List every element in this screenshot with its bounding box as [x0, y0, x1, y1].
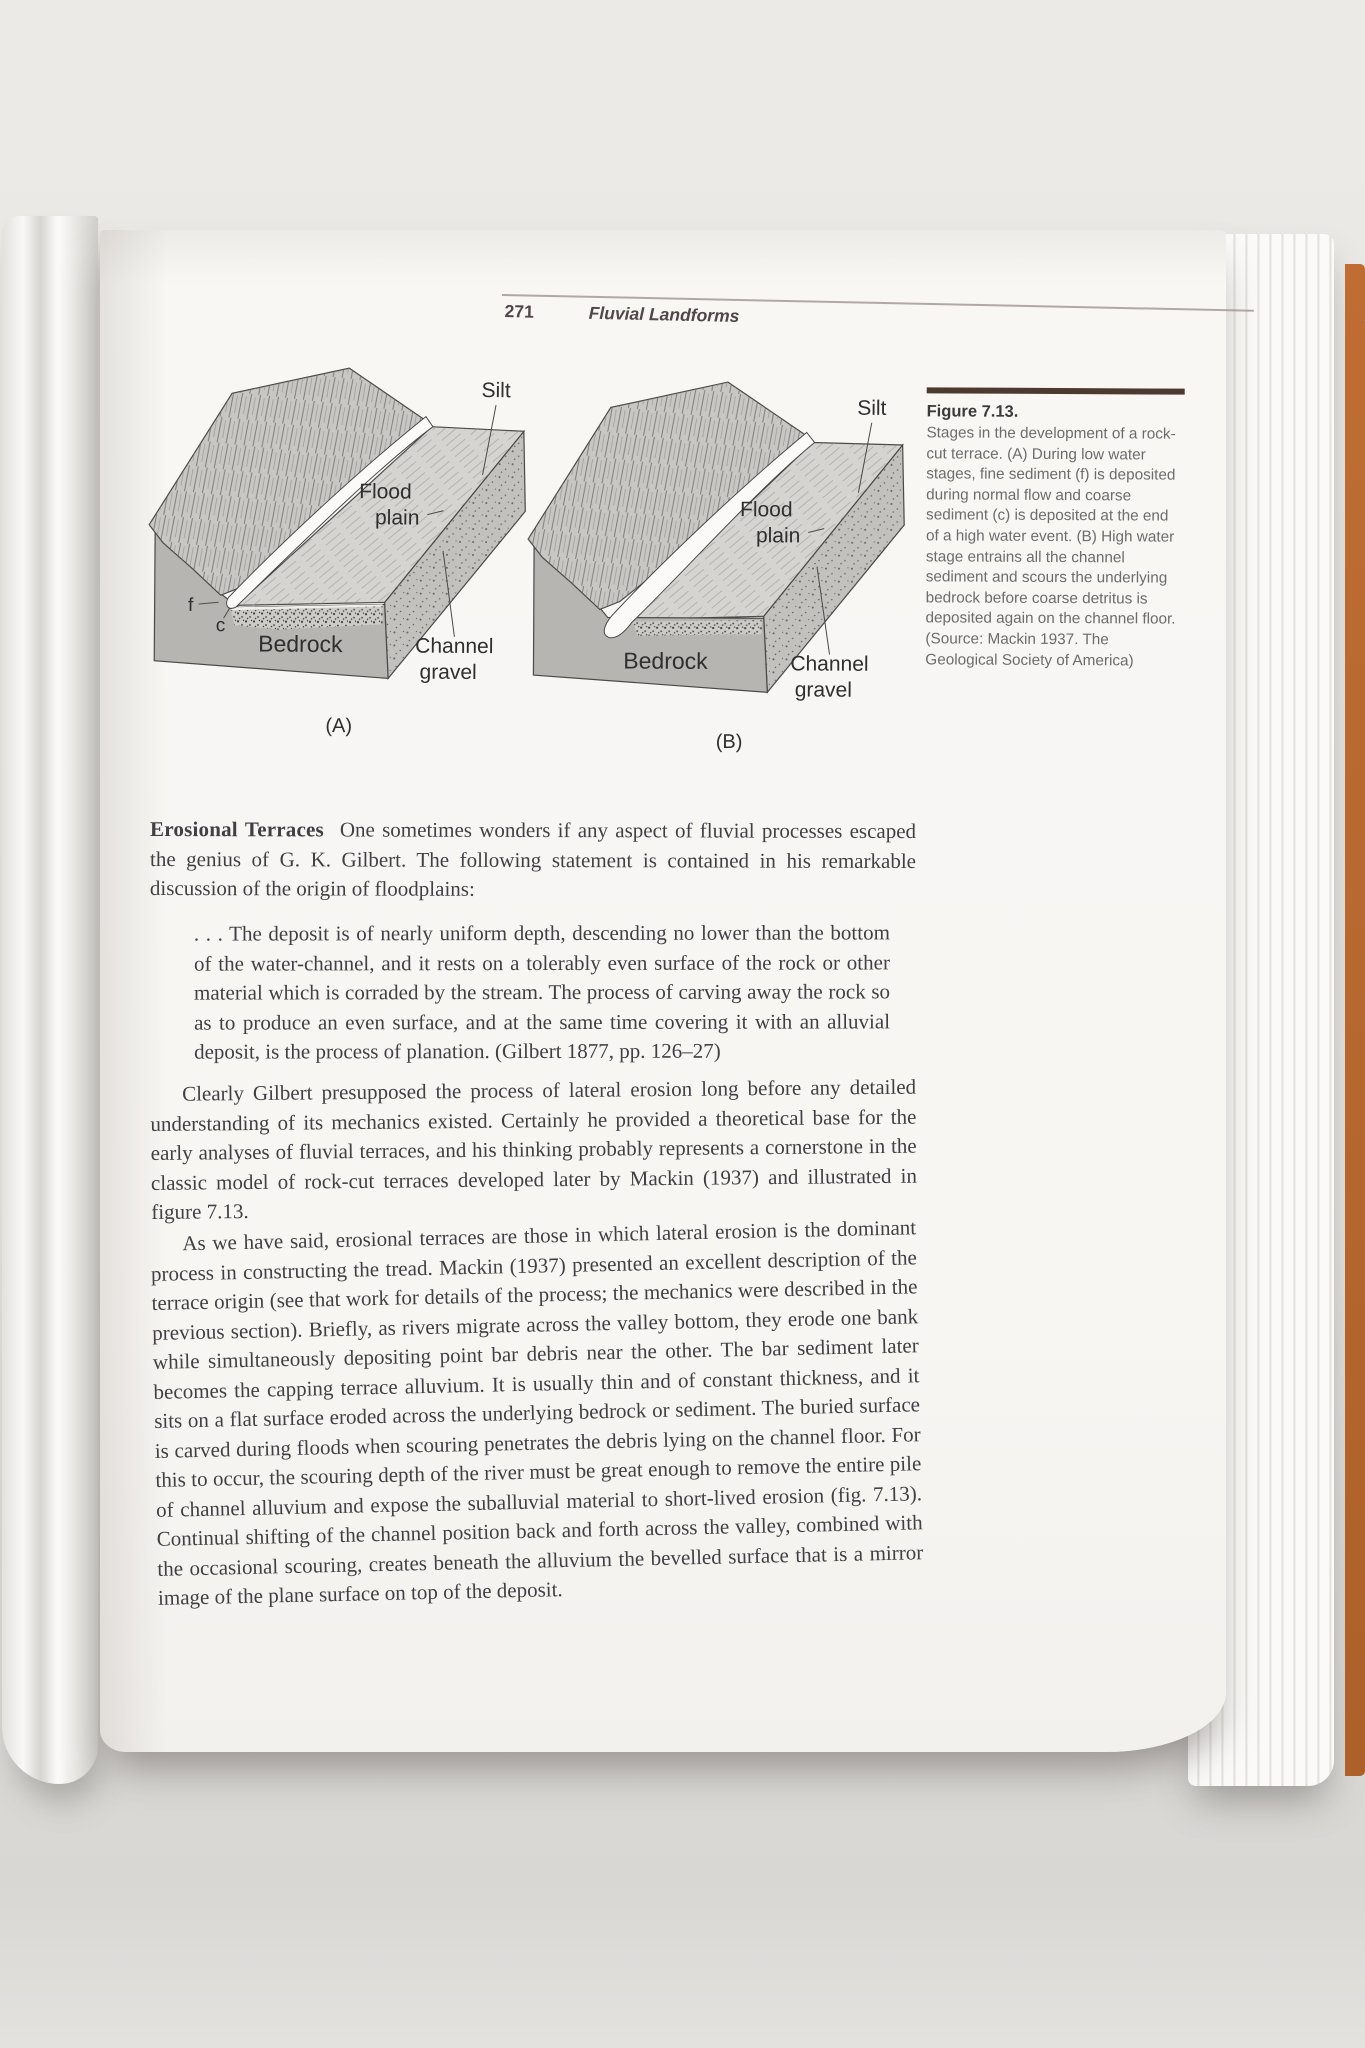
pencil-mark [1361, 312, 1365, 340]
caption-rule [927, 387, 1185, 394]
left-page-curl [2, 216, 98, 1784]
label-plain-b: plain [755, 524, 801, 548]
paragraph-erosional-terraces [150, 815, 916, 906]
paragraph-3: As we have said, erosional terraces are those in which lateral erosion is the dominant process in constructing the tread. Mackin (1937) presented an excellent description of the terrace origin (see that work for details of the process; the mechanics were described in the previous section). Briefly, as rivers migrate across the valley bottom, they erode one bank while simultaneously depositing point bar debris near the other. The bar sediment later becomes the capping terrace alluvium. It is usually thin and of constant thickness, and it sits on a flat surface eroded across the underlying bedrock or sediment. The buried surface is carved during floods when scouring penetrates the debris lying on the channel floor. For this to occur, the scouring depth of the river must be great enough to remove the entire pile of channel alluvium and expose the suballuvial material to short-lived erosion (fig. 7.13). Continual shifting of the channel position back and forth across the valley, combined with the occasional scouring, creates beneath the alluvium the bevelled surface that is a mirror image of the plane surface on top of the deposit. [150, 1214, 924, 1610]
caption-title: Figure 7.13. [926, 402, 1019, 421]
book-page [100, 230, 1226, 1752]
page-number: 271 [504, 301, 535, 322]
block-quote-gilbert: . . . The deposit is of nearly uniform depth, descending no lower than the bottom of the water-channel, and it rests on a tolerably even surface of the rock or other material which is corraded by the stream. The process of carving away the rock so as to produce an even surface, and at the same time covering it with an alluvial deposit, is the process of planation. (Gilbert 1877, pp. 126–27) [193, 919, 891, 1064]
label-silt-b: Silt [857, 396, 887, 420]
panel-tag-a: (A) [325, 714, 353, 738]
paragraph-1-text: One sometimes wonders if any aspect of fluvial processes escaped the genius of G. K. Gilbert. The following statement is contained in his remarkable discussion of the origin of floodplains: [149, 817, 917, 901]
label-flood-a: Flood [359, 480, 412, 504]
book-cover-edge-dark [1345, 264, 1365, 1776]
label-gravel-a: gravel [419, 660, 477, 685]
label-channel-a: Channel [415, 634, 494, 659]
label-bedrock-b: Bedrock [623, 647, 708, 674]
figure-panel-a [132, 355, 535, 750]
label-flood-b: Flood [739, 498, 793, 522]
label-plain-a: plain [374, 506, 420, 530]
open-book [28, 222, 1365, 1814]
paragraph-2: Clearly Gilbert presupposed the process of lateral erosion long before any detailed understanding of its mechanics existed. Certainly he provided a theoretical base for the early analyses of fluvial terraces, and his thinking probably represents a cornerstone in the classic model of rock-cut terraces developed later by Mackin (1937) and illustrated in figure 7.13. [150, 1074, 918, 1224]
label-channel-b: Channel [790, 652, 869, 676]
section-heading: Erosional Terraces [150, 816, 324, 842]
running-head [501, 294, 1253, 338]
label-c-a: c [215, 615, 226, 637]
label-gravel-b: gravel [794, 678, 853, 702]
label-f-a: f [187, 594, 194, 617]
running-title: Fluvial Landforms [588, 302, 740, 326]
body-text-column [149, 816, 924, 1613]
caption-text: Stages in the development of a rock-cut terrace. (A) During low water stages, fine sediment (f) is deposited during normal flow and coarse sediment (c) is deposited at the end of a high water event. (B) High water stage entrains all the channel sediment and scours the underlying bedrock before coarse detritus is deposited again on the channel floor. (Source: Mackin 1937. The Geological Society of America) [925, 424, 1176, 669]
label-bedrock-a: Bedrock [258, 630, 343, 658]
label-silt-a: Silt [481, 379, 511, 403]
figure-caption [925, 387, 1184, 671]
figure-panel-b [511, 369, 913, 763]
panel-tag-b: (B) [715, 731, 743, 754]
book-cover-edge-light [1325, 250, 1345, 1780]
